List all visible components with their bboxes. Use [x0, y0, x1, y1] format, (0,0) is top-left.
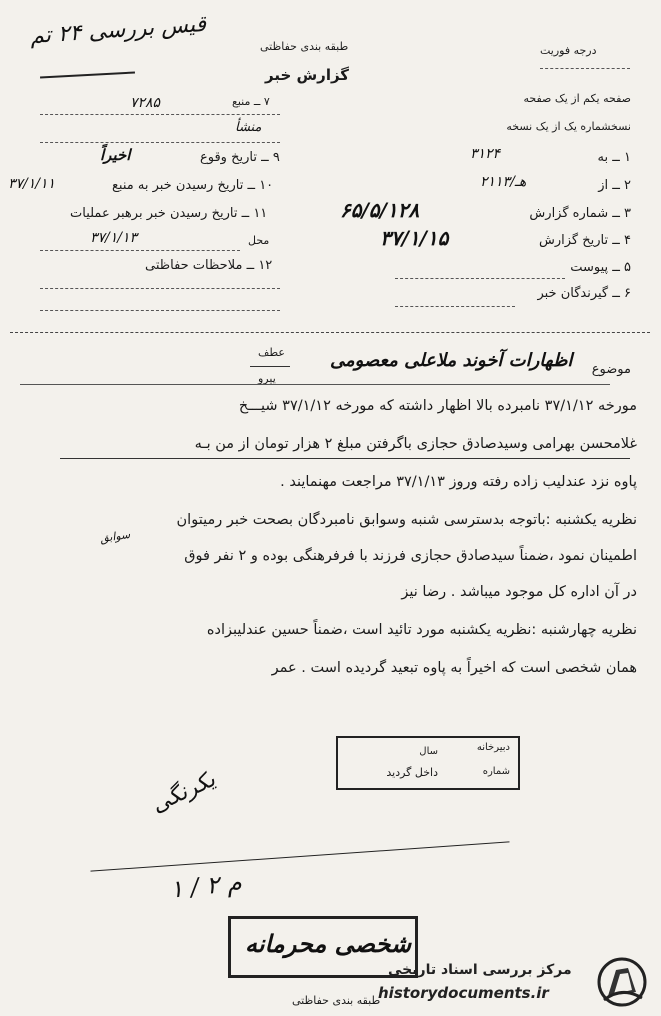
- body-line-2: غلامحسن بهرامی وسیدصادق حجازی باگرفتن مبلغ ۲ هزار تومان از من بـه: [194, 436, 637, 452]
- source-label: ۷ ــ منبع: [232, 95, 270, 108]
- registry-stamp-line1: دبیرخانه: [476, 742, 510, 753]
- subject-value: اظهارات آخوند ملاعلی معصومی: [330, 350, 573, 371]
- watermark-title: مرکز بررسی اسناد تاریخی: [388, 962, 572, 978]
- subject-side-top: عطف: [258, 346, 285, 359]
- field-6-line: [395, 306, 515, 307]
- subject-side-divider: [250, 366, 290, 367]
- copy-count-label: نسخشماره یک از یک نسخه: [506, 120, 631, 133]
- field-1-label: ۱ ــ به: [597, 150, 631, 165]
- registry-stamp-line2: سال: [419, 746, 438, 757]
- top-left-handwritten-note: قیس بررسی ۲۴ تم: [29, 11, 207, 50]
- source-value: منشأ: [235, 120, 262, 135]
- receipt-source-value: ۳۷/۱/۱۱: [8, 176, 56, 192]
- body-line-8: همان شخصی است که اخیراً به پاوه تبعید گردیده است . عمر: [271, 660, 637, 676]
- body-line-2-underline: [60, 458, 630, 459]
- source-number: ۷۲۸۵: [130, 95, 161, 111]
- registry-stamp: [336, 736, 520, 790]
- field-4-value: ۳۷/۱/۱۵: [380, 226, 449, 250]
- body-line-5: اطمینان نمود ،ضمناً سیدصادق حجازی فرزند با فرفرهنگی بوده و ۲ نفر فوق: [184, 548, 637, 564]
- field-6-label: ۶ ــ گیرندگان خبر: [537, 286, 631, 301]
- notes-label: ۱۲ ــ ملاحظات حفاظتی: [145, 258, 273, 273]
- field-5-label: ۵ ــ پیوست: [570, 260, 631, 275]
- notes-line-1: [40, 288, 280, 289]
- report-title: گزارش خبر: [265, 66, 350, 84]
- body-line-4: نظریه یکشنبه :باتوجه بدسترسی شنبه وسوابق نامبردگان بصحت خبر رمیتوان: [176, 512, 637, 528]
- origin-line: [40, 142, 280, 143]
- field-2-value: ۲۱۱۳/هـ: [480, 174, 527, 190]
- field-3-value: ۶۵/۵/۱۲۸: [340, 198, 420, 222]
- confidential-stamp-text: شخصی محرمانه: [245, 929, 412, 958]
- place-line: [40, 250, 240, 251]
- place-value: ۳۷/۱/۱۳: [90, 230, 138, 246]
- registry-stamp-line3: شماره: [482, 766, 510, 777]
- page-count-label: صفحه یکم از یک صفحه: [523, 92, 631, 105]
- document-archive-logo-icon: [594, 956, 650, 1008]
- priority-line: [540, 68, 630, 69]
- handwritten-underline: [40, 72, 135, 79]
- footer-classification: طبقه بندی حفاظتی: [292, 994, 381, 1007]
- occurrence-date-label: ۹ ــ تاریخ وقوع: [200, 150, 280, 165]
- notes-line-2: [40, 310, 280, 311]
- source-line: [40, 114, 280, 115]
- signature-2: م ۲ / ۱: [168, 868, 243, 904]
- signature-1: یکرنگی: [147, 767, 220, 818]
- subject-rule: [20, 384, 610, 385]
- watermark-url: historydocuments.ir: [378, 984, 549, 1002]
- registry-stamp-line4: داخل گردید: [386, 766, 438, 779]
- field-4-label: ۴ ــ تاریخ گزارش: [539, 233, 631, 248]
- body-line-7: نظریه چهارشنبه :نظریه یکشنبه مورد تائید است ،ضمناً حسین عندلیبزاده: [206, 622, 637, 638]
- place-label: محل: [248, 234, 270, 247]
- receipt-ops-label: ۱۱ ــ تاریخ رسیدن خبر برهبر عملیات: [70, 206, 268, 221]
- receipt-source-label: ۱۰ ــ تاریخ رسیدن خبر به منبع: [112, 178, 274, 193]
- body-line-6: در آن اداره کل موجود میباشد . رضا نیز: [401, 584, 637, 600]
- field-3-label: ۳ ــ شماره گزارش: [529, 206, 631, 221]
- field-5-line: [395, 278, 565, 279]
- signature-rule: [90, 841, 509, 871]
- occurrence-date-value: اخیراً: [100, 146, 131, 164]
- body-line-3: پاوه نزد عندلیب زاده رفته وروز ۳۷/۱/۱۳ مراجعت مهنمایند .: [280, 474, 637, 490]
- body-line-1: مورخه ۳۷/۱/۱۲ نامبرده بالا اظهار داشته که مورخه ۳۷/۱/۱۲ شیـــخ: [238, 398, 637, 414]
- header-classification: طبقه بندی حفاظتی: [260, 40, 349, 53]
- field-2-label: ۲ ــ از: [598, 178, 631, 193]
- subject-side-bottom: پیرو: [258, 372, 276, 385]
- body-handwritten-note: سوابق: [99, 527, 131, 546]
- subject-label: موضوع: [591, 362, 631, 377]
- header-separator: [10, 332, 650, 333]
- field-1-value: ۳۱۲۴: [470, 146, 501, 162]
- priority-label: درجه فوریت: [540, 44, 597, 57]
